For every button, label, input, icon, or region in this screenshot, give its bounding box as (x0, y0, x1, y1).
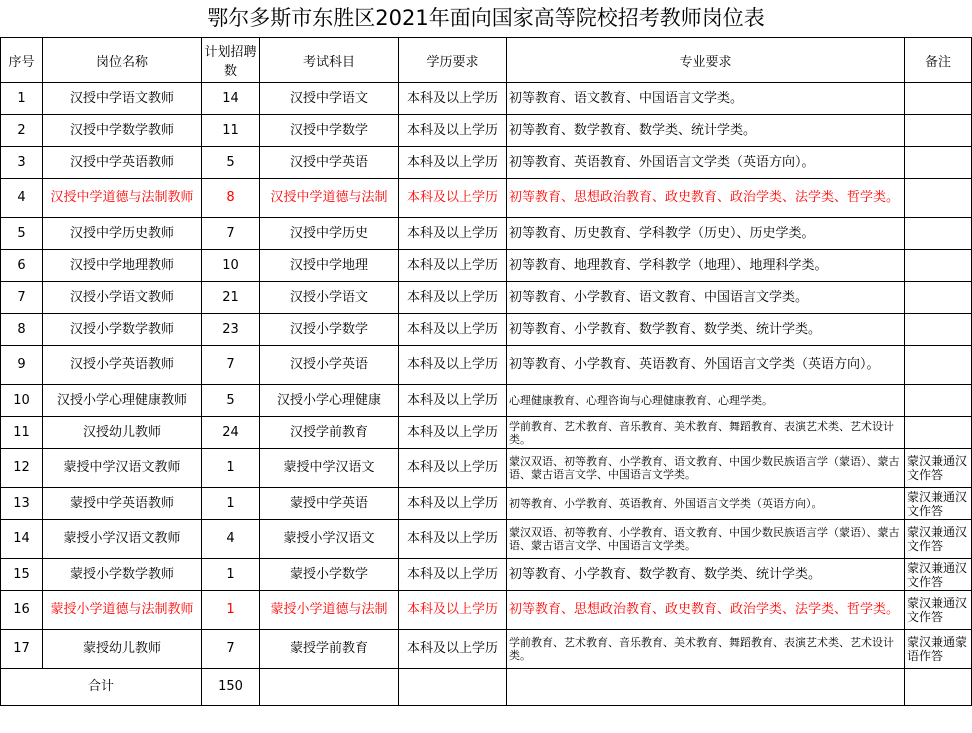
cell-count[interactable]: 1 (202, 488, 260, 520)
cell-position[interactable]: 汉授小学英语教师 (43, 346, 202, 385)
cell-edu[interactable]: 本科及以上学历 (399, 488, 507, 520)
cell-exam[interactable]: 汉授中学语文 (260, 83, 399, 115)
table-row (1, 147, 972, 179)
cell-no[interactable]: 8 (1, 314, 43, 346)
cell-no[interactable]: 5 (1, 218, 43, 250)
cell-edu[interactable]: 本科及以上学历 (399, 346, 507, 385)
table-row (1, 346, 972, 385)
cell-major[interactable]: 蒙汉双语、初等教育、小学教育、语文教育、中国少数民族语言学（蒙语）、蒙古语、蒙古语言文学、中国语言文学类。 (507, 449, 905, 488)
table-row (1, 218, 972, 250)
cell-major[interactable]: 初等教育、小学教育、数学教育、数学类、统计学类。 (507, 314, 905, 346)
cell-exam[interactable]: 汉授小学英语 (260, 346, 399, 385)
header-count[interactable]: 计划招聘数 (202, 38, 260, 83)
cell-count[interactable]: 5 (202, 385, 260, 417)
cell-edu[interactable]: 本科及以上学历 (399, 250, 507, 282)
cell-note[interactable] (905, 385, 972, 417)
header-exam[interactable]: 考试科目 (260, 38, 399, 83)
cell-count[interactable]: 1 (202, 449, 260, 488)
cell-position[interactable]: 汉授小学语文教师 (43, 282, 202, 314)
cell-major[interactable]: 初等教育、小学教育、数学教育、数学类、统计学类。 (507, 559, 905, 591)
table-row (1, 314, 972, 346)
cell-position[interactable]: 蒙授小学道德与法制教师 (43, 591, 202, 630)
cell-exam[interactable]: 汉授中学历史 (260, 218, 399, 250)
cell-count[interactable]: 11 (202, 115, 260, 147)
cell-note[interactable]: 蒙汉兼通汉文作答 (905, 520, 972, 559)
table-row (1, 115, 972, 147)
cell-note[interactable] (905, 115, 972, 147)
cell-note[interactable] (905, 250, 972, 282)
cell-count[interactable]: 7 (202, 346, 260, 385)
cell-major[interactable]: 初等教育、思想政治教育、政史教育、政治学类、法学类、哲学类。 (507, 591, 905, 630)
cell-exam[interactable]: 蒙授学前教育 (260, 630, 399, 669)
cell-major[interactable]: 初等教育、小学教育、英语教育、外国语言文学类（英语方向）。 (507, 488, 905, 520)
table-row-highlighted (1, 591, 972, 630)
cell-edu[interactable]: 本科及以上学历 (399, 282, 507, 314)
cell-note[interactable]: 蒙汉兼通蒙语作答 (905, 630, 972, 669)
cell-major[interactable]: 初等教育、数学教育、数学类、统计学类。 (507, 115, 905, 147)
cell-edu[interactable]: 本科及以上学历 (399, 179, 507, 218)
cell-count[interactable]: 24 (202, 417, 260, 449)
cell-major[interactable]: 初等教育、语文教育、中国语言文学类。 (507, 83, 905, 115)
cell-position[interactable]: 汉授小学心理健康教师 (43, 385, 202, 417)
cell-note[interactable] (905, 346, 972, 385)
cell-no[interactable]: 6 (1, 250, 43, 282)
cell-note[interactable]: 蒙汉兼通汉文作答 (905, 559, 972, 591)
cell-no[interactable]: 15 (1, 559, 43, 591)
cell-position[interactable]: 蒙授中学英语教师 (43, 488, 202, 520)
cell-no[interactable]: 2 (1, 115, 43, 147)
cell-position[interactable]: 汉授中学地理教师 (43, 250, 202, 282)
empty-cell[interactable] (260, 669, 399, 706)
cell-no[interactable]: 14 (1, 520, 43, 559)
positions-table (0, 37, 972, 706)
cell-edu[interactable]: 本科及以上学历 (399, 449, 507, 488)
table-row (1, 449, 972, 488)
cell-edu[interactable]: 本科及以上学历 (399, 559, 507, 591)
cell-no[interactable]: 12 (1, 449, 43, 488)
cell-count[interactable]: 21 (202, 282, 260, 314)
cell-major[interactable]: 初等教育、历史教育、学科教学（历史）、历史学类。 (507, 218, 905, 250)
total-row (1, 669, 972, 706)
cell-major[interactable]: 初等教育、小学教育、语文教育、中国语言文学类。 (507, 282, 905, 314)
cell-major[interactable]: 初等教育、地理教育、学科教学（地理）、地理科学类。 (507, 250, 905, 282)
cell-no[interactable]: 4 (1, 179, 43, 218)
cell-position[interactable]: 蒙授中学汉语文教师 (43, 449, 202, 488)
cell-exam[interactable]: 蒙授中学汉语文 (260, 449, 399, 488)
cell-edu[interactable]: 本科及以上学历 (399, 591, 507, 630)
cell-major[interactable]: 蒙汉双语、初等教育、小学教育、语文教育、中国少数民族语言学（蒙语）、蒙古语、蒙古语言文学、中国语言文学类。 (507, 520, 905, 559)
sheet-title: 鄂尔多斯市东胜区2021年面向国家高等院校招考教师岗位表 (207, 6, 765, 30)
header-major[interactable]: 专业要求 (507, 38, 905, 83)
header-note[interactable]: 备注 (905, 38, 972, 83)
table-row (1, 83, 972, 115)
empty-cell[interactable] (507, 669, 905, 706)
cell-count[interactable]: 7 (202, 218, 260, 250)
header-no[interactable]: 序号 (1, 38, 43, 83)
cell-note[interactable]: 蒙汉兼通汉文作答 (905, 591, 972, 630)
cell-count[interactable]: 4 (202, 520, 260, 559)
cell-edu[interactable]: 本科及以上学历 (399, 218, 507, 250)
cell-position[interactable]: 汉授中学道德与法制教师 (43, 179, 202, 218)
cell-count[interactable]: 10 (202, 250, 260, 282)
cell-position[interactable]: 汉授小学数学教师 (43, 314, 202, 346)
cell-note[interactable] (905, 83, 972, 115)
cell-edu[interactable]: 本科及以上学历 (399, 83, 507, 115)
cell-position[interactable]: 蒙授幼儿教师 (43, 630, 202, 669)
cell-note[interactable] (905, 147, 972, 179)
table-row (1, 559, 972, 591)
table-row (1, 385, 972, 417)
cell-count[interactable]: 7 (202, 630, 260, 669)
cell-exam[interactable]: 汉授小学语文 (260, 282, 399, 314)
cell-edu[interactable]: 本科及以上学历 (399, 385, 507, 417)
table-row (1, 250, 972, 282)
table-row (1, 630, 972, 669)
cell-edu[interactable]: 本科及以上学历 (399, 417, 507, 449)
cell-exam[interactable]: 汉授中学地理 (260, 250, 399, 282)
cell-exam[interactable]: 蒙授小学数学 (260, 559, 399, 591)
cell-no[interactable]: 9 (1, 346, 43, 385)
cell-position[interactable]: 汉授中学语文教师 (43, 83, 202, 115)
cell-note[interactable] (905, 218, 972, 250)
cell-note[interactable] (905, 282, 972, 314)
cell-major[interactable]: 心理健康教育、心理咨询与心理健康教育、心理学类。 (507, 385, 905, 417)
cell-no[interactable]: 7 (1, 282, 43, 314)
empty-cell[interactable] (399, 669, 507, 706)
cell-note[interactable] (905, 179, 972, 218)
cell-edu[interactable]: 本科及以上学历 (399, 630, 507, 669)
header-edu[interactable]: 学历要求 (399, 38, 507, 83)
cell-exam[interactable]: 汉授小学数学 (260, 314, 399, 346)
cell-exam[interactable]: 蒙授小学汉语文 (260, 520, 399, 559)
cell-exam[interactable]: 汉授中学数学 (260, 115, 399, 147)
cell-no[interactable]: 11 (1, 417, 43, 449)
cell-position[interactable]: 汉授中学数学教师 (43, 115, 202, 147)
cell-note[interactable] (905, 314, 972, 346)
empty-cell[interactable] (905, 669, 972, 706)
cell-exam[interactable]: 汉授学前教育 (260, 417, 399, 449)
cell-major[interactable]: 初等教育、思想政治教育、政史教育、政治学类、法学类、哲学类。 (507, 179, 905, 218)
cell-count[interactable]: 23 (202, 314, 260, 346)
cell-edu[interactable]: 本科及以上学历 (399, 314, 507, 346)
cell-major[interactable]: 初等教育、小学教育、英语教育、外国语言文学类（英语方向）。 (507, 346, 905, 385)
table-row (1, 282, 972, 314)
cell-note[interactable]: 蒙汉兼通汉文作答 (905, 449, 972, 488)
cell-major[interactable]: 学前教育、艺术教育、音乐教育、美术教育、舞蹈教育、表演艺术类、艺术设计类。 (507, 417, 905, 449)
table-row (1, 488, 972, 520)
cell-position[interactable]: 蒙授小学数学教师 (43, 559, 202, 591)
cell-exam[interactable]: 汉授中学英语 (260, 147, 399, 179)
cell-exam[interactable]: 汉授小学心理健康 (260, 385, 399, 417)
header-position[interactable]: 岗位名称 (43, 38, 202, 83)
cell-count[interactable]: 1 (202, 591, 260, 630)
cell-position[interactable]: 汉授幼儿教师 (43, 417, 202, 449)
cell-note[interactable]: 蒙汉兼通汉文作答 (905, 488, 972, 520)
total-count[interactable]: 150 (202, 669, 260, 706)
cell-count[interactable]: 8 (202, 179, 260, 218)
cell-no[interactable]: 16 (1, 591, 43, 630)
table-row (1, 417, 972, 449)
table-row (1, 520, 972, 559)
cell-edu[interactable]: 本科及以上学历 (399, 115, 507, 147)
cell-count[interactable]: 14 (202, 83, 260, 115)
cell-no[interactable]: 13 (1, 488, 43, 520)
cell-exam[interactable]: 蒙授中学英语 (260, 488, 399, 520)
cell-count[interactable]: 5 (202, 147, 260, 179)
total-label[interactable]: 合计 (1, 669, 202, 706)
cell-position[interactable]: 汉授中学历史教师 (43, 218, 202, 250)
header-row (1, 38, 972, 83)
cell-no[interactable]: 10 (1, 385, 43, 417)
cell-no[interactable]: 3 (1, 147, 43, 179)
table-row-highlighted (1, 179, 972, 218)
cell-major[interactable]: 初等教育、英语教育、外国语言文学类（英语方向）。 (507, 147, 905, 179)
cell-note[interactable] (905, 417, 972, 449)
cell-count[interactable]: 1 (202, 559, 260, 591)
cell-edu[interactable]: 本科及以上学历 (399, 147, 507, 179)
cell-no[interactable]: 1 (1, 83, 43, 115)
cell-edu[interactable]: 本科及以上学历 (399, 520, 507, 559)
cell-position[interactable]: 汉授中学英语教师 (43, 147, 202, 179)
cell-no[interactable]: 17 (1, 630, 43, 669)
cell-exam[interactable]: 汉授中学道德与法制 (260, 179, 399, 218)
cell-position[interactable]: 蒙授小学汉语文教师 (43, 520, 202, 559)
cell-exam[interactable]: 蒙授小学道德与法制 (260, 591, 399, 630)
cell-major[interactable]: 学前教育、艺术教育、音乐教育、美术教育、舞蹈教育、表演艺术类、艺术设计类。 (507, 630, 905, 669)
